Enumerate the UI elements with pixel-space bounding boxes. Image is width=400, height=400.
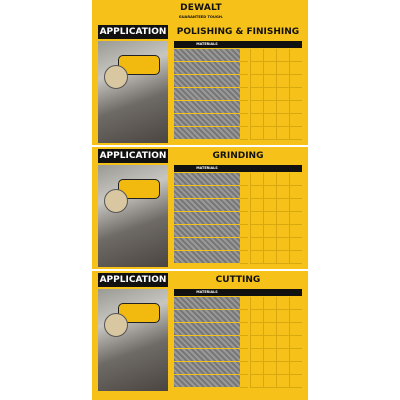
- table-row: [174, 173, 302, 186]
- section-header: [92, 24, 308, 40]
- table-row: [174, 375, 302, 388]
- table-row: [174, 199, 302, 212]
- table-row: [174, 323, 302, 336]
- suitability-cell: [250, 75, 263, 88]
- suitability-cell: [289, 49, 302, 62]
- suitability-cell: [263, 101, 276, 114]
- application-photo: [98, 165, 168, 267]
- material-side-label: [240, 75, 248, 88]
- suitability-cell: [289, 323, 302, 336]
- material-swatch: [174, 173, 240, 186]
- table-row: [174, 88, 302, 101]
- suitability-cell: [263, 127, 276, 140]
- section-divider: [92, 145, 308, 147]
- suitability-cell: [263, 199, 276, 212]
- brand-logo: DEWALT: [174, 3, 228, 14]
- material-side-label: [240, 336, 248, 349]
- material-side-label: [240, 173, 248, 186]
- suitability-cell: [263, 114, 276, 127]
- material-swatch: [174, 238, 240, 251]
- application-section: [92, 148, 308, 270]
- speed-column-header: [250, 289, 263, 296]
- materials-table: [174, 41, 302, 143]
- suitability-cell: [289, 186, 302, 199]
- suitability-cell: [250, 225, 263, 238]
- suitability-cell: [250, 186, 263, 199]
- suitability-cell: [250, 323, 263, 336]
- suitability-cell: [263, 88, 276, 101]
- suitability-cell: [250, 101, 263, 114]
- material-side-label: [240, 349, 248, 362]
- suitability-cell: [289, 199, 302, 212]
- suitability-cell: [263, 49, 276, 62]
- section-header: [92, 148, 308, 164]
- suitability-cell: [263, 362, 276, 375]
- speed-column-header: [263, 41, 276, 48]
- speed-column-header: [250, 41, 263, 48]
- section-divider: [92, 269, 308, 271]
- suitability-cell: [289, 336, 302, 349]
- brand-tagline: GUARANTEED TOUGH.: [178, 15, 224, 19]
- suitability-cell: [289, 362, 302, 375]
- material-swatch: [174, 310, 240, 323]
- brand-bar: [92, 0, 308, 22]
- suitability-cell: [276, 173, 289, 186]
- suitability-cell: [263, 173, 276, 186]
- material-side-label: [240, 88, 248, 101]
- suitability-cell: [250, 199, 263, 212]
- table-header: [174, 41, 302, 48]
- table-row: [174, 49, 302, 62]
- material-swatch: [174, 127, 240, 140]
- suitability-cell: [289, 297, 302, 310]
- speed-column-header: [276, 41, 289, 48]
- suitability-cell: [263, 323, 276, 336]
- suitability-cell: [276, 199, 289, 212]
- application-section: [92, 24, 308, 146]
- material-swatch: [174, 336, 240, 349]
- table-row: [174, 349, 302, 362]
- material-swatch: [174, 49, 240, 62]
- suitability-cell: [250, 127, 263, 140]
- suitability-cell: [276, 88, 289, 101]
- suitability-cell: [263, 297, 276, 310]
- table-row: [174, 251, 302, 264]
- material-side-label: [240, 212, 248, 225]
- suitability-cell: [250, 336, 263, 349]
- suitability-cell: [289, 88, 302, 101]
- suitability-cell: [250, 114, 263, 127]
- material-swatch: [174, 375, 240, 388]
- suitability-cell: [250, 375, 263, 388]
- table-row: [174, 114, 302, 127]
- material-side-label: [240, 114, 248, 127]
- application-label: APPLICATION: [99, 151, 167, 161]
- speed-column-header: [289, 289, 302, 296]
- material-side-label: [240, 127, 248, 140]
- suitability-cell: [276, 336, 289, 349]
- table-row: [174, 75, 302, 88]
- section-title: GRINDING: [212, 151, 264, 161]
- material-side-label: [240, 199, 248, 212]
- suitability-cell: [250, 49, 263, 62]
- suitability-cell: [276, 212, 289, 225]
- suitability-cell: [250, 297, 263, 310]
- table-row: [174, 297, 302, 310]
- suitability-cell: [289, 101, 302, 114]
- section-header: [92, 272, 308, 288]
- table-row: [174, 62, 302, 75]
- speed-column-header: [276, 165, 289, 172]
- speed-column-header: [263, 165, 276, 172]
- materials-table: [174, 289, 302, 391]
- suitability-cell: [289, 173, 302, 186]
- suitability-cell: [276, 323, 289, 336]
- poster: [92, 0, 308, 400]
- material-swatch: [174, 251, 240, 264]
- suitability-cell: [250, 88, 263, 101]
- suitability-cell: [289, 127, 302, 140]
- application-label: APPLICATION: [99, 275, 167, 285]
- material-swatch: [174, 199, 240, 212]
- suitability-cell: [276, 49, 289, 62]
- suitability-cell: [289, 212, 302, 225]
- suitability-cell: [263, 186, 276, 199]
- material-side-label: [240, 49, 248, 62]
- suitability-cell: [263, 251, 276, 264]
- materials-column-header: MATERIALS: [196, 290, 218, 294]
- disc-image: [104, 313, 128, 337]
- speed-column-header: [263, 289, 276, 296]
- material-side-label: [240, 297, 248, 310]
- suitability-cell: [289, 114, 302, 127]
- table-row: [174, 127, 302, 140]
- speed-column-header: [289, 165, 302, 172]
- material-side-label: [240, 101, 248, 114]
- suitability-cell: [276, 310, 289, 323]
- materials-table: [174, 165, 302, 267]
- material-side-label: [240, 62, 248, 75]
- material-side-label: [240, 238, 248, 251]
- speed-column-header: [250, 165, 263, 172]
- suitability-cell: [263, 238, 276, 251]
- material-swatch: [174, 297, 240, 310]
- disc-image: [104, 65, 128, 89]
- materials-column-header: MATERIALS: [196, 42, 218, 46]
- material-side-label: [240, 323, 248, 336]
- material-side-label: [240, 375, 248, 388]
- speed-column-header: [289, 41, 302, 48]
- suitability-cell: [276, 186, 289, 199]
- suitability-cell: [289, 349, 302, 362]
- table-row: [174, 238, 302, 251]
- suitability-cell: [276, 75, 289, 88]
- suitability-cell: [250, 349, 263, 362]
- material-side-label: [240, 186, 248, 199]
- suitability-cell: [250, 310, 263, 323]
- suitability-cell: [250, 62, 263, 75]
- suitability-cell: [276, 251, 289, 264]
- suitability-cell: [263, 349, 276, 362]
- suitability-cell: [276, 362, 289, 375]
- table-row: [174, 310, 302, 323]
- material-swatch: [174, 349, 240, 362]
- suitability-cell: [276, 101, 289, 114]
- suitability-cell: [263, 336, 276, 349]
- suitability-cell: [289, 251, 302, 264]
- suitability-cell: [289, 375, 302, 388]
- material-side-label: [240, 362, 248, 375]
- suitability-cell: [276, 127, 289, 140]
- material-side-label: [240, 225, 248, 238]
- material-swatch: [174, 114, 240, 127]
- suitability-cell: [263, 375, 276, 388]
- table-header: [174, 289, 302, 296]
- suitability-cell: [250, 173, 263, 186]
- application-label: APPLICATION: [99, 27, 167, 37]
- suitability-cell: [263, 62, 276, 75]
- material-swatch: [174, 323, 240, 336]
- suitability-cell: [276, 62, 289, 75]
- suitability-cell: [263, 212, 276, 225]
- application-photo: [98, 289, 168, 391]
- suitability-cell: [289, 75, 302, 88]
- table-row: [174, 362, 302, 375]
- suitability-cell: [276, 375, 289, 388]
- speed-column-header: [276, 289, 289, 296]
- material-side-label: [240, 251, 248, 264]
- material-swatch: [174, 88, 240, 101]
- suitability-cell: [276, 114, 289, 127]
- material-swatch: [174, 362, 240, 375]
- application-photo: [98, 41, 168, 143]
- suitability-cell: [289, 62, 302, 75]
- suitability-cell: [289, 238, 302, 251]
- table-row: [174, 336, 302, 349]
- suitability-cell: [289, 225, 302, 238]
- suitability-cell: [276, 225, 289, 238]
- section-title: POLISHING & FINISHING: [176, 27, 300, 37]
- suitability-cell: [250, 251, 263, 264]
- materials-column-header: MATERIALS: [196, 166, 218, 170]
- material-swatch: [174, 225, 240, 238]
- suitability-cell: [263, 310, 276, 323]
- disc-image: [104, 189, 128, 213]
- suitability-cell: [250, 362, 263, 375]
- suitability-cell: [276, 349, 289, 362]
- application-section: [92, 272, 308, 394]
- suitability-cell: [289, 310, 302, 323]
- material-side-label: [240, 310, 248, 323]
- suitability-cell: [250, 238, 263, 251]
- table-row: [174, 101, 302, 114]
- table-row: [174, 186, 302, 199]
- suitability-cell: [263, 225, 276, 238]
- material-swatch: [174, 186, 240, 199]
- suitability-cell: [276, 238, 289, 251]
- material-swatch: [174, 62, 240, 75]
- suitability-cell: [263, 75, 276, 88]
- material-swatch: [174, 101, 240, 114]
- suitability-cell: [276, 297, 289, 310]
- material-swatch: [174, 212, 240, 225]
- table-header: [174, 165, 302, 172]
- section-title: CUTTING: [215, 275, 261, 285]
- table-row: [174, 225, 302, 238]
- suitability-cell: [250, 212, 263, 225]
- material-swatch: [174, 75, 240, 88]
- table-row: [174, 212, 302, 225]
